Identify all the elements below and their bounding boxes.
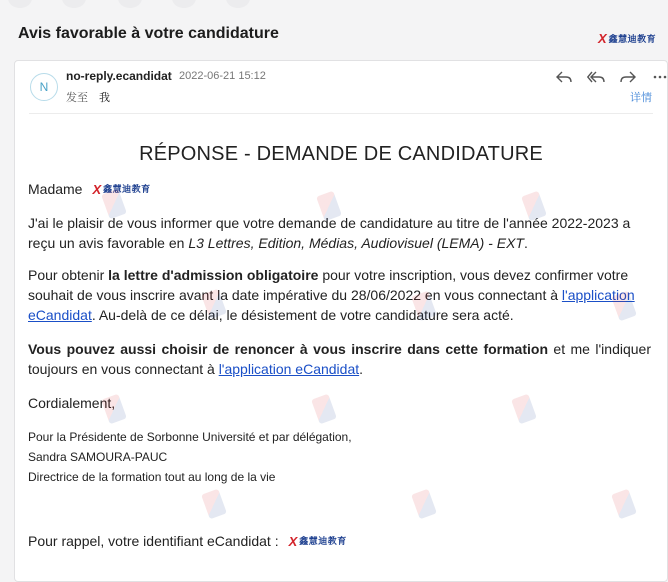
watermark-mark [611, 489, 637, 520]
reply-button[interactable] [553, 66, 575, 88]
ecandidat-link-2[interactable]: l'application eCandidat [218, 361, 360, 377]
toolbar-button[interactable] [8, 0, 32, 8]
paragraph-renounce [28, 339, 651, 379]
reply-all-button[interactable] [585, 66, 607, 88]
paragraph-admission [28, 213, 648, 253]
signature-name: Sandra SAMOURA-PAUC [28, 450, 168, 464]
signature-block [28, 427, 352, 487]
renounce-emphasis: Vous pouvez aussi choisir de renoncer à vous inscrire dans cette formation [28, 341, 548, 357]
forward-icon [620, 70, 636, 84]
paragraph-renounce-middle: et me l'indiquer toujours en vous connectant à [28, 341, 651, 377]
paragraph-confirm-end: . Au-delà de ce délai, le désistement de votre candidature sera acté. [91, 307, 514, 323]
email-datetime: 2022-06-21 15:12 [179, 70, 266, 82]
reply-all-icon [587, 70, 605, 84]
details-link[interactable]: 详情 [630, 92, 652, 104]
sender-name[interactable]: no-reply.ecandidat [66, 69, 172, 83]
reminder-text: Pour rappel, votre identifiant eCandidat : [28, 533, 279, 549]
toolbar-button[interactable] [226, 0, 250, 8]
email-card [14, 60, 668, 582]
salutation: Madame [28, 181, 83, 197]
top-bar [0, 0, 668, 14]
paragraph-confirm [28, 265, 648, 325]
toolbar-button[interactable] [118, 0, 142, 8]
reply-icon [556, 70, 572, 84]
watermark-logo-bottom-text: 鑫慧迪教育 [299, 536, 347, 546]
closing: Cordialement, [28, 395, 116, 411]
ecandidat-link[interactable]: l'application eCandidat [28, 287, 635, 323]
watermark-mark [311, 394, 337, 425]
forward-button[interactable] [617, 66, 639, 88]
email-subject: Avis favorable à votre candidature [18, 25, 279, 42]
watermark-logo-bottom [289, 531, 347, 551]
program-name: L3 Lettres, Edition, Médias, Audiovisuel (LEMA) - EXT [188, 235, 524, 251]
watermark-logo-mark: X [92, 181, 102, 197]
paragraph-confirm-text: Pour obtenir [28, 267, 109, 283]
more-icon [652, 70, 668, 84]
reminder-row [28, 531, 347, 551]
signature-title: Directrice de la formation tout au long de la vie [28, 470, 276, 484]
watermark-mark [411, 489, 437, 520]
recipient-label: 发至 [66, 92, 88, 104]
message-actions [553, 66, 668, 88]
brand-logo [598, 32, 656, 45]
paragraph-renounce-end: . [359, 361, 364, 377]
brand-logo-text: 鑫慧迪教育 [608, 34, 657, 44]
more-button[interactable] [649, 66, 668, 88]
recipient-value[interactable]: 我 [99, 92, 110, 104]
watermark-logo-bottom-mark: X [288, 533, 298, 549]
paragraph-admission-end: . [523, 235, 528, 251]
watermark-mark [201, 489, 227, 520]
signature-delegation: Pour la Présidente de Sorbonne Université et par délégation, [28, 430, 352, 444]
watermark-logo [92, 179, 150, 199]
paragraph-confirm-middle: pour votre inscription, vous devez confirmer votre souhait de vous inscrire avant la date impérative du 28/06/2022 en vous connectant à [28, 267, 629, 303]
admission-letter-emphasis: la lettre d'admission obligatoire [108, 267, 319, 283]
paragraph-admission-text: J'ai le plaisir de vous informer que votre demande de candidature au titre de l'année 2022-2023 a reçu un avis favorable en [28, 215, 631, 251]
sender-avatar[interactable]: N [30, 73, 58, 101]
watermark-mark [511, 394, 537, 425]
header-divider [29, 113, 653, 114]
salutation-row [28, 179, 151, 199]
toolbar-button[interactable] [172, 0, 196, 8]
email-body-title: RÉPONSE - DEMANDE DE CANDIDATURE [139, 143, 543, 165]
brand-logo-mark: X [598, 31, 607, 46]
watermark-logo-text: 鑫慧迪教育 [103, 184, 151, 194]
toolbar-button[interactable] [62, 0, 86, 8]
